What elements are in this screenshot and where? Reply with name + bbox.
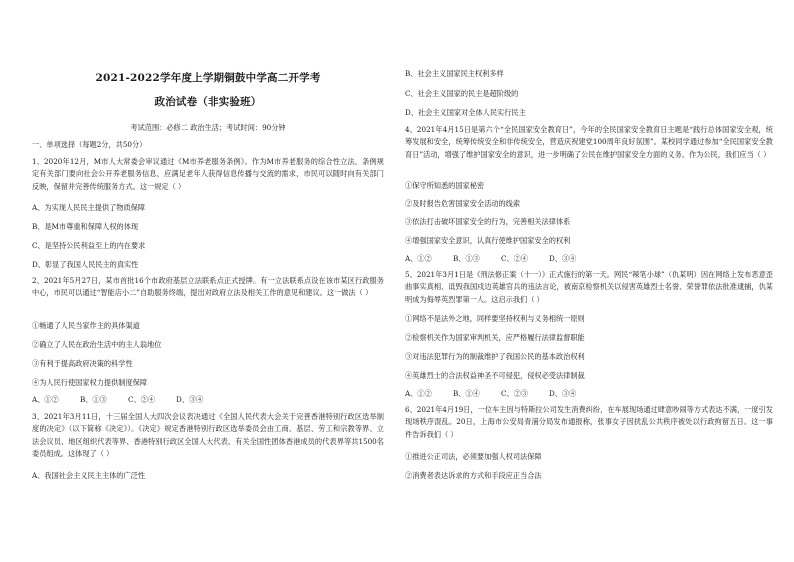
q4-item-2: ②及时报告危害国家安全活动的线索 <box>405 199 521 208</box>
q2-item-2: ②确立了人民在政治生活中的主人翁地位 <box>32 340 162 349</box>
q5-item-4: ④英雄烈士的合法权益神圣不可侵犯，侵权必受法律制裁 <box>405 371 585 380</box>
q3-option-d: D、社会主义国家对全体人民实行民主 <box>405 108 526 117</box>
q5-answer-a: A、①② <box>405 389 432 398</box>
q4-item-4: ④增强国家安全意识，认真行使维护国家安全的权利 <box>405 236 571 245</box>
q5-answer-b: B、①④ <box>453 389 480 398</box>
q4-answer-d: D、③④ <box>549 254 577 263</box>
q2-answer-c: C、②④ <box>128 395 156 404</box>
q2-item-1: ①畅通了人民当家作主的具体渠道 <box>32 321 140 330</box>
q1-option-d: D、彰显了我国人民民主的真实性 <box>32 260 139 269</box>
q5-answers <box>405 388 597 400</box>
q2-answer-b: B、①③ <box>80 395 107 404</box>
question-3-stem: 3、2021年3月11日，十三届全国人大四次会议表决通过《全国人民代表大会关于完善香港特别行政区选举制度的决定》（以下简称《决定》）。《决定》规定香港特别行政区选举委员会由工商、基层、劳工和宗教等界、立法会议员、地区组织代表等界、香港特别行政区全国人大代表、有关全国性团体香港成员的代表界等共1500名委员组成。这体现了（ ） <box>32 412 384 459</box>
q1-option-c: C、是坚持公民利益至上的内在要求 <box>32 241 146 250</box>
q2-answer-a: A、①② <box>32 395 59 404</box>
question-1-stem: 1、2020年12月，M市人大常委会审议通过《M市养老服务条例》。作为M市养老服务的综合性立法，条例规定有关部门要向社会公开养老服务信息，应满足老年人获得信息传播与交流的需求，市民可以随时向有关部门反映，保留并完善传统服务方式。这一规定（ ） <box>32 157 384 191</box>
q3-option-a: A、我国社会主义民主主体的广泛性 <box>32 471 146 480</box>
question-5-stem: 5、2021年3月1日是《刑法修正案（十一）》正式施行的第一天。网民“辣笔小球”（仇某明）因在网络上发布恶意歪曲事实真相、诋毁我国戍边英雄官兵的违法言论，被南京检察机关以侵害英雄烈士名誉、荣誉罪依法批准逮捕，仇某明成为侮辱英烈罪第一人。这启示我们（ ） <box>405 270 773 304</box>
q5-item-1: ①网络不是法外之地，同样要坚持权利与义务相统一原则 <box>405 314 585 323</box>
q2-answer-d: D、③④ <box>176 395 204 404</box>
q5-item-3: ③对违法犯罪行为的制裁维护了我国公民的基本政治权利 <box>405 352 585 361</box>
q4-item-3: ③依法打击破坏国家安全的行为，完善相关法律体系 <box>405 217 571 226</box>
q6-item-2: ②消费者表达诉求的方式和手段应正当合法 <box>405 471 542 480</box>
q1-option-a: A、为实现人民民主提供了物质保障 <box>32 203 146 212</box>
q2-answers <box>32 394 224 406</box>
q3-option-c: C、社会主义国家的民主是超阶级的 <box>405 89 519 98</box>
q2-item-3: ③有利于提高政府决策的科学性 <box>32 359 133 368</box>
question-6-stem: 6、2021年4月19日，一位车主因与特斯拉公司发生消费纠纷，在车展现场通过肆意吵闹等方式表达不满，一度引发现场秩序混乱。20日，上海市公安局青浦分局发布通报称，张事女子因扰乱公共秩序被处以行政拘留五日。这一事件告诉我们（ ） <box>405 405 773 439</box>
q4-answer-a: A、①② <box>405 254 432 263</box>
q1-option-b: B、是M市尊重和保障人权的体现 <box>32 222 139 231</box>
q6-item-1: ①推进公正司法，必须要加强人权司法保障 <box>405 452 542 461</box>
q4-answer-b: B、①③ <box>453 254 480 263</box>
section-heading: 一、单项选择（每题2分，共50分） <box>32 140 147 149</box>
exam-info: 考试范围：必修二 政治生活；考试时间：90分钟 <box>130 123 286 132</box>
q5-item-2: ②检察机关作为国家审判机关，应严格履行法律监督职能 <box>405 333 585 342</box>
q3-option-b: B、社会主义国家民主权利多样 <box>405 69 504 78</box>
question-4-stem: 4、2021年4月15日是第六个“全民国家安全教育日”，今年的全民国家安全教育日主题是“践行总体国家安全观，统筹发展和安全，统筹传统安全和非传统安全，营造庆祝建党100周年良好氛围”。某校同学通过参加“全民国家安全教育日”活动，增强了维护国家安全的意识，进一步明确了公民在维护国家安全方面的义务。作为公民，我们应当（ ） <box>405 125 773 159</box>
q5-answer-d: D、③④ <box>549 389 577 398</box>
q4-item-1: ①保守所知悉的国家秘密 <box>405 181 485 190</box>
exam-subtitle: 政治试卷（非实验班） <box>154 96 262 108</box>
q4-answer-c: C、②④ <box>501 254 529 263</box>
q4-answers <box>405 253 597 265</box>
exam-title: 2021-2022学年度上学期铜鼓中学高二开学考 <box>95 72 321 84</box>
question-2-stem: 2、2021年5月27日，某市首批16个市政府基层立法联系点正式授牌。有一立法联系点设在该市某区行政服务中心，市民可以通过“智能店小二”自助服务终端，提出对政府立法及相关工作的意见和建议。这一做法（ ） <box>32 276 384 298</box>
q5-answer-c: C、②③ <box>501 389 529 398</box>
q2-item-4: ④为人民行使国家权力提供制度保障 <box>32 378 148 387</box>
